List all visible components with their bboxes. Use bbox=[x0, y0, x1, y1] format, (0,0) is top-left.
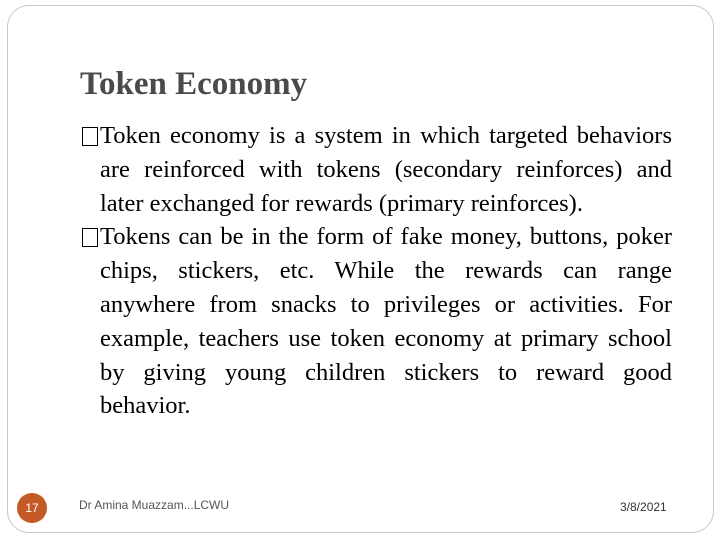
bullet-item bbox=[81, 119, 672, 220]
slide-title: Token Economy bbox=[80, 66, 308, 102]
bullet-item bbox=[81, 220, 672, 423]
slide-body bbox=[81, 119, 672, 423]
checkbox-bullet-icon bbox=[82, 228, 98, 247]
bullet-text: Tokens can be in the form of fake money, buttons, poker chips, stickers, etc. While the rewards can range anywhere from snacks to privileges or activities. For example, teachers use token economy at primary school by giving young children stickers to reward good behavior. bbox=[100, 223, 672, 420]
bullet-text: Token economy is a system in which targeted behaviors are reinforced with tokens (secondary reinforces) and later exchanged for rewards (primary reinforces). bbox=[100, 122, 672, 217]
footer-author: Dr Amina Muazzam...LCWU bbox=[79, 498, 230, 512]
footer-date: 3/8/2021 bbox=[620, 500, 667, 514]
checkbox-bullet-icon bbox=[82, 127, 98, 146]
page-number-badge: 17 bbox=[17, 493, 47, 523]
